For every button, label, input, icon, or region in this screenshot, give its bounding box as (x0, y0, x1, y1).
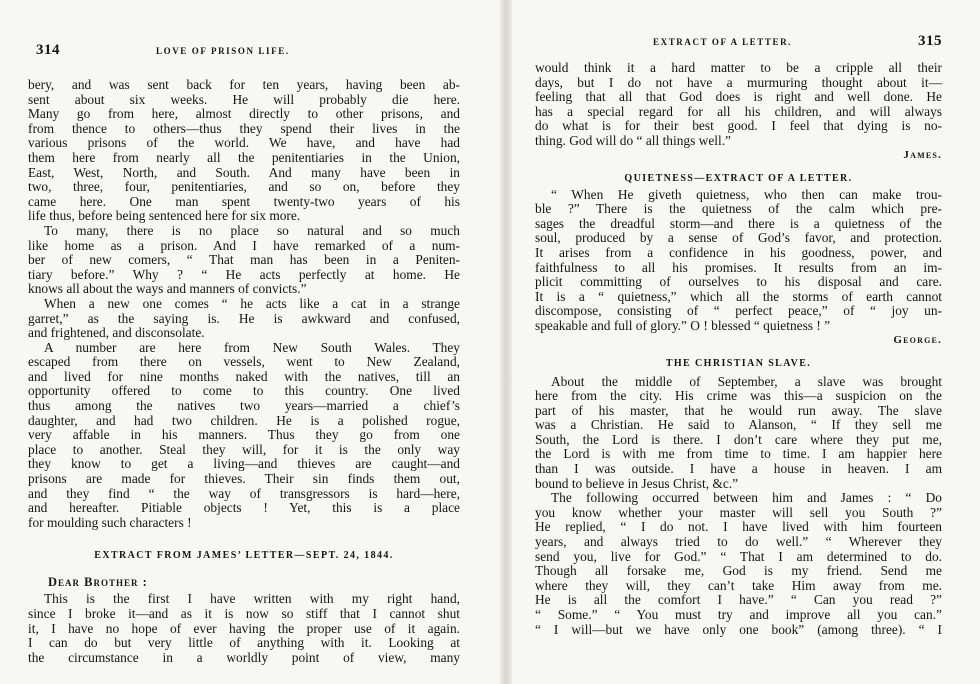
text-line: The following occurred between him and James : “ Do (551, 490, 942, 506)
text-line: you know whether your master will sell you South ?” (535, 504, 942, 520)
right-running-header (535, 35, 942, 57)
text-line: speakable and full of glory.” O ! blessed “ quietness ! ” (535, 317, 831, 333)
letter-heading: EXTRACT FROM JAMES’ LETTER—SEPT. 24, 1844. (94, 550, 394, 562)
text-line: send you, live for God.” “ That I am determined to do. (535, 548, 942, 564)
text-line: and hereafter. Pitiable objects ! Yet, this is a place (28, 500, 460, 516)
section-heading-christian-slave: THE CHRISTIAN SLAVE. (665, 357, 812, 369)
left-page-number: 314 (36, 42, 60, 58)
text-line: and lived for nine months naked with the natives, till an (28, 368, 460, 384)
text-line: prisons are made for thieves. Their sin finds them out, (28, 471, 460, 487)
left-paragraph-3 (28, 297, 460, 341)
text-line: It is a “ quietness,” which all the storms of earth cannot (535, 288, 942, 304)
text-line: place to another. Steal they will, for it is the only way (28, 441, 460, 457)
text-line: very affable in his manners. Thus they go from one (28, 427, 460, 443)
text-line: To many, there is no place so natural and so much (44, 222, 460, 238)
text-line: years, and always tried to do well.” “ Wherever they (535, 534, 942, 550)
book-gutter (500, 0, 512, 684)
text-line: various prisons of the world. We have, and have had (28, 135, 460, 151)
section-heading-quietness: QUIETNESS—EXTRACT OF A LETTER. (624, 172, 853, 184)
text-line: He replied, “ I do not. I have lived with him fourteen (535, 519, 942, 535)
text-line: feeling that all that God does is right and well done. He (535, 89, 942, 105)
text-line: plicit committing of ourselves to his disposal and care. (535, 274, 942, 290)
text-line: here from the city. His crime was this—a suspicion on the (535, 388, 942, 404)
text-line: where they will, they can’t take Him away from me. (535, 577, 942, 593)
text-line: has a special regard for all his children, and will always (535, 103, 942, 119)
right-paragraph-3 (535, 375, 942, 492)
left-running-title: LOVE OF PRISON LIFE. (156, 46, 290, 56)
right-paragraph-1 (535, 61, 942, 149)
text-line: Though all forsake me, God is my friend. Send me (535, 563, 942, 579)
text-line: faithfulness to all his promises. It results from an im- (535, 259, 942, 275)
left-paragraph-4 (28, 341, 460, 531)
text-line: and frightened, and disconsolate. (28, 325, 205, 341)
right-paragraph-4 (535, 491, 942, 637)
text-line: escaped from there on vessels, went to New Zealand, (28, 354, 460, 370)
text-line: tiary before.” Why ? “ He acts perfectly at home. He (28, 266, 460, 282)
text-line: It arises from a confidence in his goodness, power, and (535, 244, 942, 260)
text-line: the Lord is with me from time to time. I am happier here (535, 446, 942, 462)
text-line: “ I will—but we have only one book” (among three). “ I (535, 621, 942, 637)
text-line: do what is for their best good. I feel that dying is no- (535, 118, 942, 134)
text-line: days, but I do not have a murmuring thought about it— (535, 74, 942, 90)
text-line: the circumstance in a worldly point of view, many (28, 649, 460, 665)
letter-body (28, 592, 460, 665)
text-line: soul, produced by a sense of God’s favor, and protection. (535, 230, 942, 246)
text-line: them here from nearly all the penitentiaries in the Union, (28, 149, 460, 165)
text-line: South, the Lord is there. I don’t care where they put me, (535, 431, 942, 447)
text-line: knows all about the ways and manners of convicts.” (28, 281, 307, 297)
text-line: part of his master, that he would run away. The slave (535, 402, 942, 418)
text-line: ble ?” There is the quietness of the calm which pre- (535, 201, 942, 217)
text-line: opportunity offered to come to this country. One lived (28, 383, 460, 399)
left-paragraph-1 (28, 78, 460, 224)
text-line: thus among the natives two years—married a chief’s (28, 398, 460, 414)
text-line: for moulding such characters ! (28, 514, 192, 530)
text-line: He is all the comfort I have.” “ Can you read ?” (535, 592, 942, 608)
text-line: A number are here from New South Wales. They (44, 339, 460, 355)
left-page (28, 0, 460, 665)
left-running-header (28, 44, 460, 66)
text-line: About the middle of September, a slave was brought (551, 373, 942, 389)
text-line: discompose, consisting of “ perfect peace,” of “ joy un- (535, 303, 942, 319)
text-line: ber of new comers, “ That man has been in a Peniten- (28, 252, 460, 268)
text-line: would think it a hard matter to be a cripple all their (535, 60, 942, 75)
text-line: from thence to others—thus they spend their lives in the (28, 120, 460, 136)
text-line: garret,” as the saying is. He is awkward and confused, (28, 310, 460, 326)
text-line: and they find “ the way of transgressors is hard—here, (28, 485, 460, 501)
text-line: sages the dreadful storm—and there is a quietness of the (535, 215, 942, 231)
text-line: bound to believe in Jesus Christ, &c.” (535, 475, 739, 491)
text-line: “ Some.” “ You must try and improve all you can.” (535, 607, 942, 622)
text-line: life thus, before being sentenced here for six more. (28, 208, 301, 224)
text-line: East, West, North, and South. And many have been in (28, 164, 460, 180)
left-paragraph-2 (28, 224, 460, 297)
text-line: bery, and was sent back for ten years, having been ab- (28, 77, 460, 92)
text-line: thing. God will do “ all things well.” (535, 132, 732, 148)
text-line: came here. One man spent twenty-two years of his (28, 193, 460, 209)
text-line: was a Christian. He said to Alanson, “ If they sell me (535, 417, 942, 433)
text-line: daughter, and had two children. He is a polished rogue, (28, 412, 460, 428)
text-line: two, three, four, penitentiaries, and so on, before they (28, 179, 460, 195)
signature-james: James. (903, 148, 942, 161)
text-line: I can do but very little of anything with it. Looking at (28, 635, 460, 651)
right-page-number: 315 (918, 33, 942, 49)
text-line: like home as a prison. And I have remarked of a num- (28, 237, 460, 253)
right-page (535, 0, 942, 637)
text-line: Many go from here, almost directly to other prisons, and (28, 106, 460, 122)
salutation: Dear Brother : (48, 575, 148, 590)
signature-george: George. (893, 333, 942, 346)
text-line: they know to get a living—and thieves are caught—and (28, 456, 460, 472)
text-line: When a new one comes “ he acts like a cat in a strange (44, 295, 460, 311)
text-line: sent about six weeks. He will probably die here. (28, 91, 460, 107)
text-line: since I broke it—and as it is now so stiff that I cannot shut (28, 606, 460, 621)
text-line: than I was outside. I have a house in heaven. I am (535, 461, 942, 477)
text-line: “ When He giveth quietness, who then can make trou- (551, 186, 942, 202)
text-line: it, I have no hope of ever having the proper use of it again. (28, 620, 460, 636)
text-line: This is the first I have written with my right hand, (44, 591, 460, 607)
right-running-title: EXTRACT OF A LETTER. (653, 37, 793, 47)
right-paragraph-2 (535, 188, 942, 334)
